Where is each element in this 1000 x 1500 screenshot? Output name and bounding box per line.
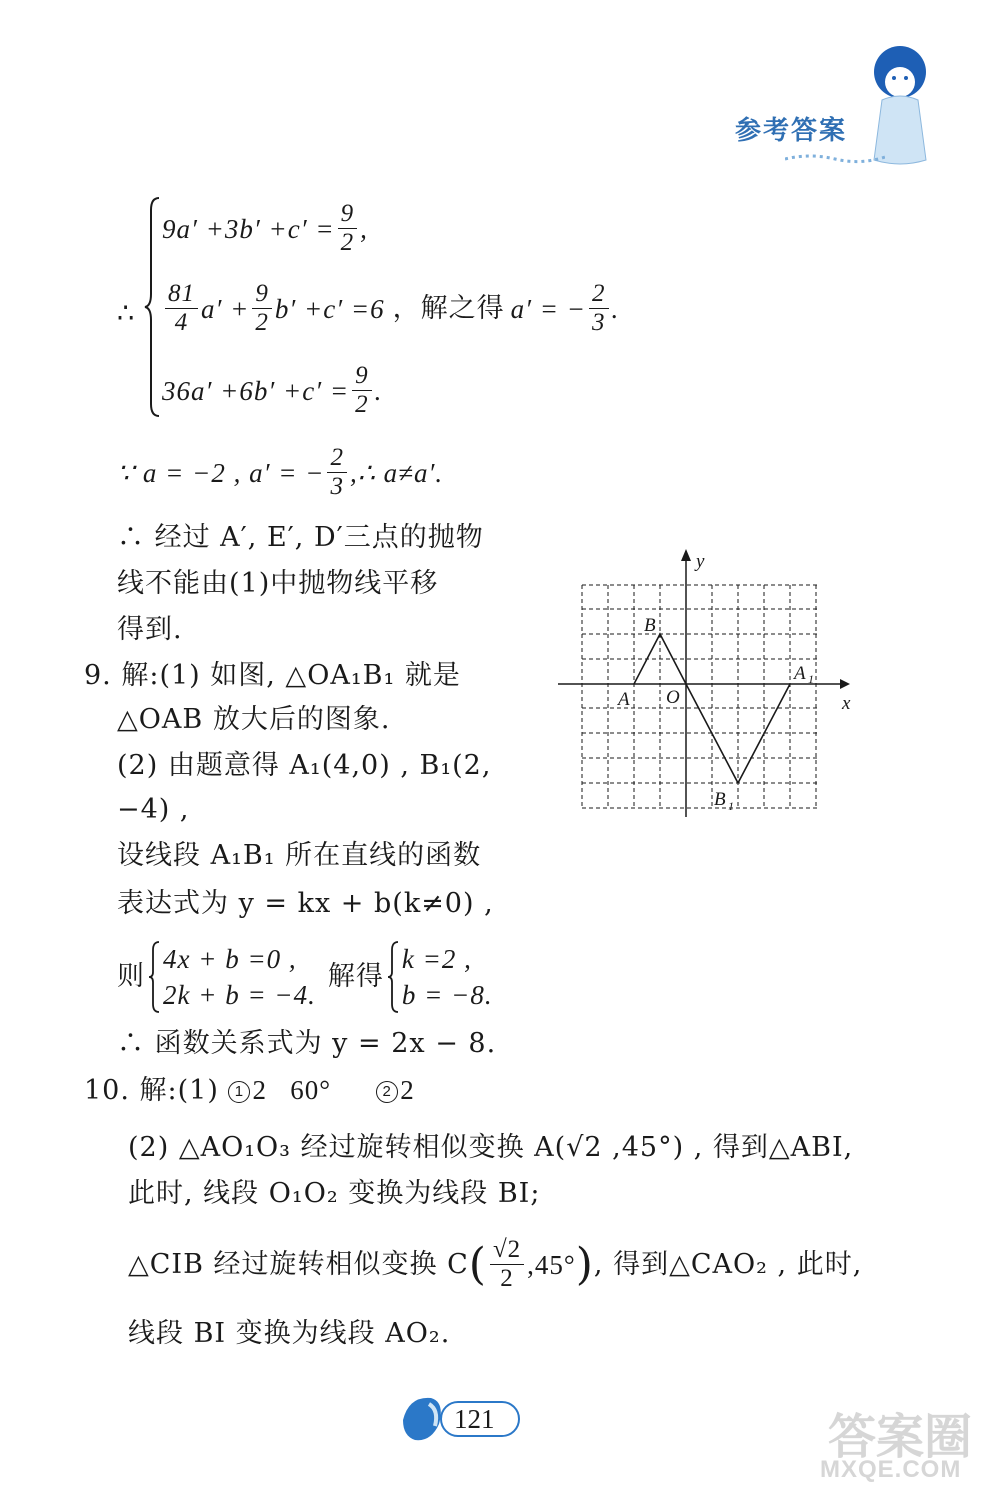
eq2-coef1 (165, 280, 198, 337)
header-dotted-decoration (785, 150, 885, 169)
eq2-m1: a′ + (201, 293, 250, 324)
q10-l4-post: , 得到△CAO₂ , 此时, (593, 1248, 863, 1280)
q9-line-7 (117, 940, 493, 1014)
conclusion-line-2: 线不能由(1)中抛物线平移 (117, 568, 439, 599)
eq2-c1den: 4 (174, 309, 189, 336)
eq2-var: a′ = − (510, 293, 586, 324)
eq2-result (589, 280, 609, 337)
q9-line-5: 设线段 A₁B₁ 所在直线的函数 (117, 840, 482, 871)
eq3-lhs: 36a′ +6b′ +c′ = (162, 375, 350, 406)
eq3-den: 2 (355, 391, 369, 418)
system-eq-3 (162, 362, 382, 419)
q9-brace-2 (386, 940, 400, 1014)
graph-label-y: y (696, 551, 705, 572)
q9-brace-1 (147, 940, 161, 1014)
eq3-tail: . (374, 375, 383, 406)
q9-line-2: △OAB 放大后的图象. (117, 704, 391, 735)
because-num: 2 (327, 444, 347, 473)
graph-label-b: B (644, 615, 656, 636)
eq2-rden: 3 (592, 309, 606, 336)
eq1-lhs: 9a′ +3b′ +c′ = (162, 213, 335, 244)
q9-system-1 (163, 941, 316, 1013)
q9-line-8: ∴ 函数关系式为 y = 2x − 8. (117, 1028, 497, 1059)
q9-line-6: 表达式为 y = kx + b(k≠0) , (117, 888, 494, 919)
q10-line-5: 线段 BI 变换为线段 AO₂. (128, 1318, 451, 1349)
q10-l4-pre: △CIB 经过旋转相似变换 C (128, 1248, 469, 1280)
x-axis-arrow (840, 679, 850, 689)
q9-sys-a1: 4x + b =0 , (163, 944, 297, 974)
y-axis-arrow (681, 549, 691, 561)
q10-line-2: (2) △AO₁O₃ 经过旋转相似变换 A(√2 ,45°) , 得到△ABI, (128, 1132, 854, 1163)
q10-line-3: 此时, 线段 O₁O₂ 变换为线段 BI; (128, 1178, 541, 1209)
because-post: ,∴ a≠a′. (349, 457, 444, 488)
graph-label-b1: B (714, 789, 726, 810)
eq1-fraction (338, 200, 358, 257)
q10-line-4 (128, 1236, 862, 1293)
coordinate-graph (550, 545, 870, 839)
eq2-c2num: 9 (252, 280, 272, 309)
q10-circled-2: 2 (376, 1081, 398, 1103)
eq2-c2den: 2 (255, 309, 269, 336)
q10-l4-angle: ,45° (527, 1249, 576, 1280)
graph-label-o: O (666, 687, 680, 708)
eq3-fraction (352, 362, 372, 419)
system-eq-2 (162, 280, 619, 337)
watermark-logo: 答案圈 (828, 1411, 973, 1464)
because-fraction (327, 444, 347, 501)
q10-frac-num: √2 (490, 1236, 524, 1265)
q9-sys-b2: b = −8. (401, 980, 493, 1010)
graph-label-a1-sub: 1 (808, 672, 814, 686)
conclusion-line-3: 得到. (117, 614, 183, 645)
because-pre: ∵ a = −2 , a′ = − (117, 457, 325, 488)
q9-line-4: −4) , (117, 794, 190, 825)
eq2-solve: ，解之得 (392, 292, 505, 324)
q10-circled-1: 1 (228, 1081, 250, 1103)
q10-line-1 (84, 1072, 415, 1109)
eq2-tail: . (611, 293, 620, 324)
q9-solve-label: 解得 (327, 961, 384, 992)
eq2-coef2 (252, 280, 272, 337)
q10-frac-den: 2 (500, 1265, 514, 1292)
graph-label-x: x (842, 693, 851, 714)
q9-line-1: 9. 解:(1) 如图, △OA₁B₁ 就是 (84, 660, 461, 691)
because-line (117, 444, 443, 501)
eq2-m2: b′ +c′ =6 (274, 293, 385, 324)
watermark-url: MXQE.COM (820, 1456, 962, 1483)
q9-line-3: (2) 由题意得 A₁(4,0) , B₁(2, (117, 750, 492, 781)
eq2-c1num: 81 (165, 280, 198, 309)
q10-close-paren: ) (575, 1238, 594, 1290)
q9-sys-a2: 2k + b = −4. (163, 980, 316, 1010)
q10-answer-1: 2 60° (252, 1075, 332, 1105)
header-title: 参考答案 (735, 116, 848, 146)
eq2-rnum: 2 (589, 280, 609, 309)
graph-label-b1-sub: 1 (728, 799, 734, 813)
q9-then-label: 则 (117, 961, 145, 992)
eq1-tail: , (360, 213, 368, 244)
q9-sys-b1: k =2 , (401, 944, 472, 974)
therefore-symbol: ∴ (117, 298, 136, 329)
eq3-num: 9 (352, 362, 372, 391)
eq1-num: 9 (338, 200, 358, 229)
page-number: 121 (454, 1404, 495, 1434)
q10-prefix: 10. 解:(1) (84, 1075, 219, 1106)
because-den: 3 (330, 473, 344, 500)
q10-open-paren: ( (468, 1238, 487, 1290)
equation-brace (143, 196, 163, 422)
eq1-den: 2 (340, 229, 355, 256)
conclusion-line-1: ∴ 经过 A′, E′, D′三点的抛物 (117, 522, 484, 553)
graph-label-a1: A (794, 663, 806, 684)
q10-sqrt-fraction (490, 1236, 524, 1293)
q9-system-2 (402, 941, 493, 1013)
graph-label-a: A (618, 689, 630, 710)
system-eq-1 (162, 200, 368, 257)
q10-answer-2: 2 (400, 1075, 415, 1105)
